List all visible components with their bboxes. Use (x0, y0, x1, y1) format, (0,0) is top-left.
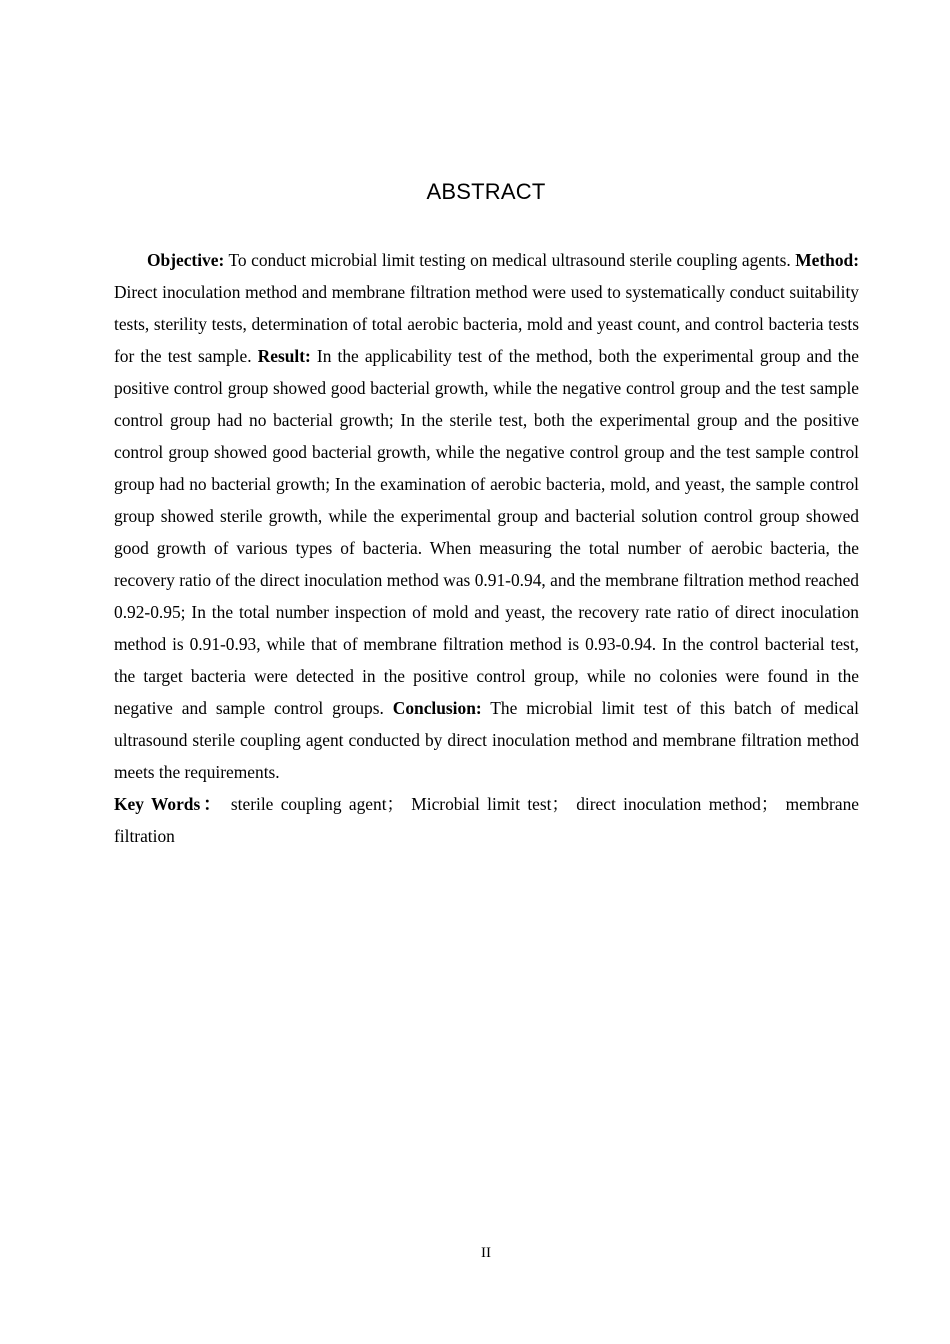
objective-text: To conduct microbial limit testing on medical ultrasound sterile coupling agents. (224, 250, 796, 270)
keyword-item: direct inoculation method； (576, 794, 779, 814)
keyword-item: membrane filtration (114, 794, 859, 846)
abstract-body (114, 244, 859, 852)
conclusion-label: Conclusion: (392, 698, 482, 718)
result-label: Result: (257, 346, 311, 366)
result-text: In the applicability test of the method, both the experimental group and the positive control group showed good bacterial growth, while the negative control group and the test sample control group had no bacterial growth; In the sterile test, both the experimental group and the positive control group showed good bacterial growth, while the negative control group and the test sample control group had no bacterial growth; In the examination of aerobic bacteria, mold, and yeast, the sample control group showed sterile growth, while the experimental group and bacterial solution control group showed good growth of various types of bacteria. When measuring the total number of aerobic bacteria, the recovery ratio of the direct inoculation method was 0.91-0.94, and the membrane filtration method reached 0.92-0.95; In the total number inspection of mold and yeast, the recovery rate ratio of direct inoculation method is 0.91-0.93, while that of membrane filtration method is 0.93-0.94. In the control bacterial test, the target bacteria were detected in the positive control group, while no colonies were found in the negative and sample control groups. (114, 346, 859, 718)
keywords-line (114, 788, 859, 852)
abstract-title: ABSTRACT (426, 179, 546, 204)
keyword-item: Microbial limit test； (411, 794, 569, 814)
page-number: II (481, 1245, 491, 1261)
keywords-label: Key Words： (114, 794, 224, 814)
abstract-paragraph (114, 244, 859, 788)
method-text: Direct inoculation method and membrane filtration method were used to systematically conduct suitability tests, sterility tests, determination of total aerobic bacteria, mold and yeast count, and control bacteria tests for the test sample. (114, 282, 859, 366)
method-label: Method: (795, 250, 859, 270)
objective-label: Objective: (147, 250, 225, 270)
conclusion-text: The microbial limit test of this batch of medical ultrasound sterile coupling agent conducted by direct inoculation method and membrane filtration method meets the requirements. (114, 698, 859, 782)
keyword-item: sterile coupling agent； (230, 794, 404, 814)
